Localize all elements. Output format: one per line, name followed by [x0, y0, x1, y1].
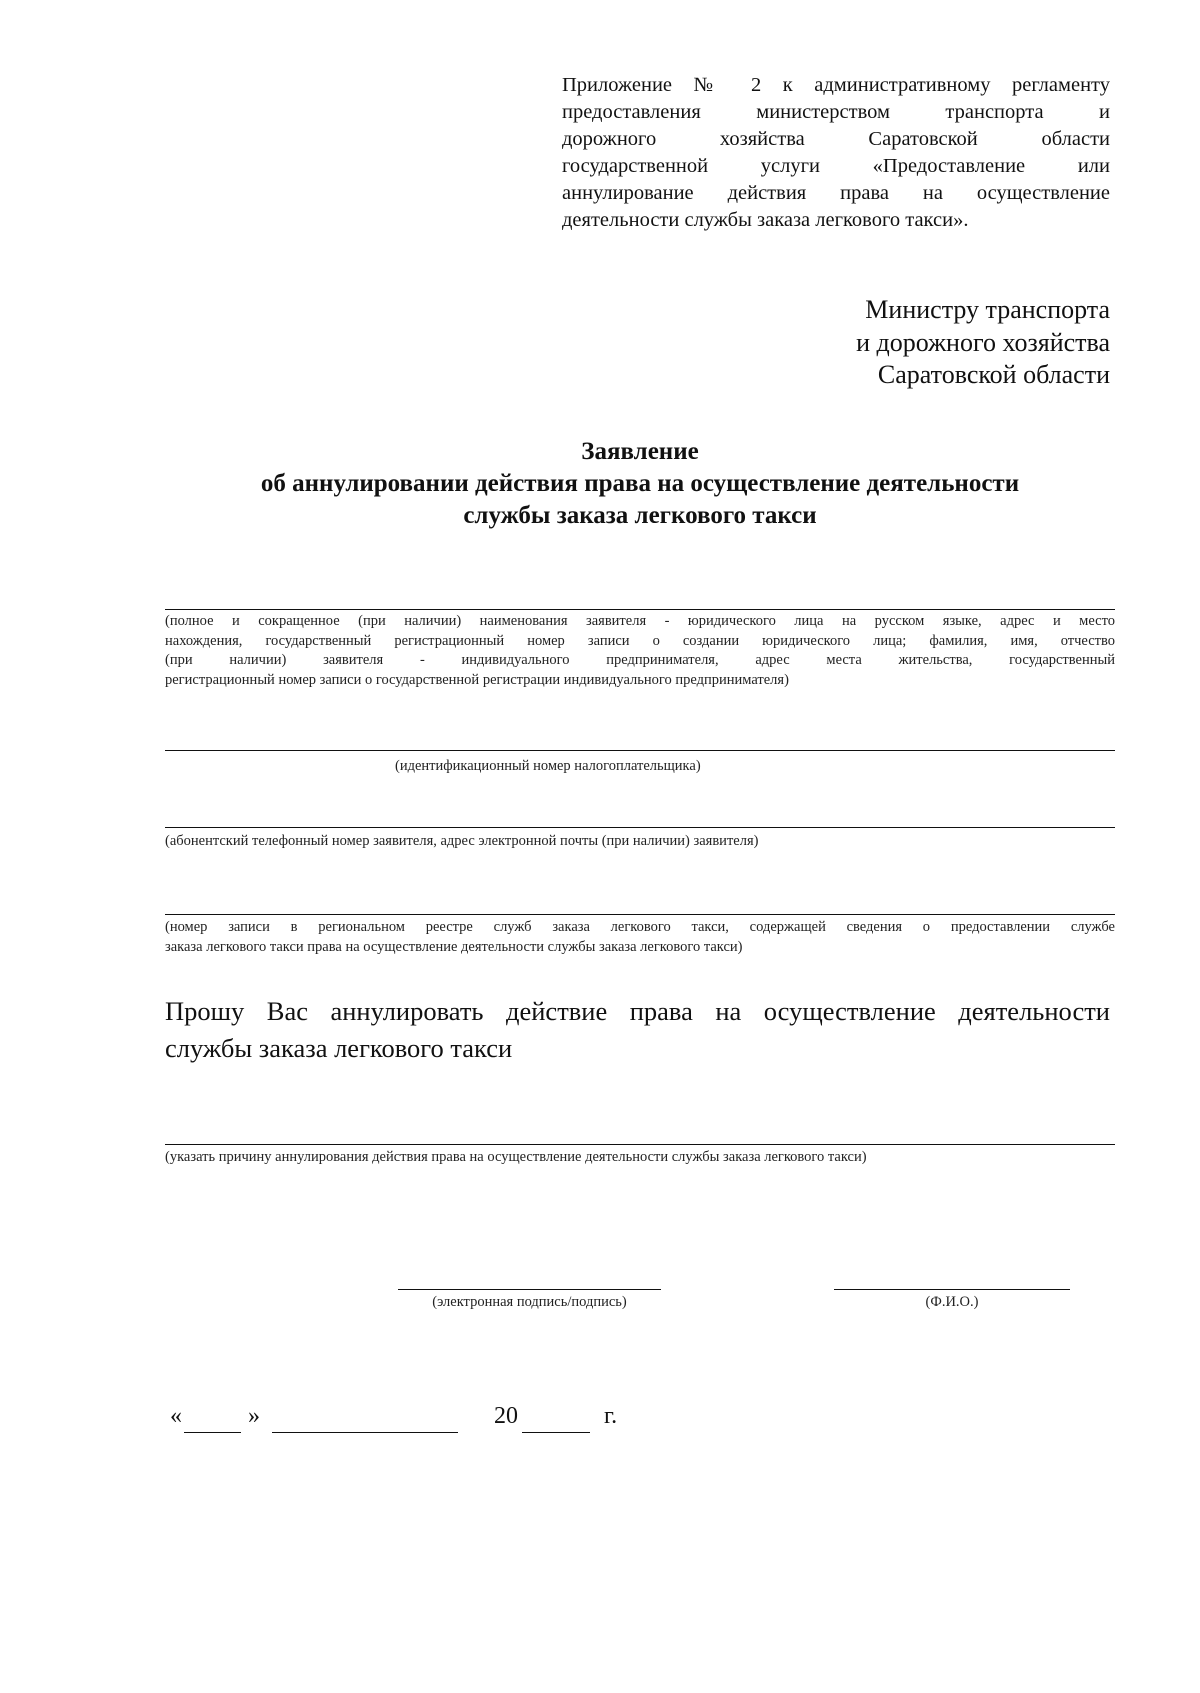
- addressee-line: и дорожного хозяйства: [856, 327, 1110, 357]
- addressee-line: Саратовской области: [877, 360, 1110, 389]
- request-text: [165, 993, 1110, 1067]
- inn-caption: (идентификационный номер налогоплательщика): [395, 758, 701, 774]
- date-close-quote: »: [248, 1403, 260, 1429]
- date-month-line[interactable]: [272, 1432, 458, 1433]
- date-day-line[interactable]: [184, 1432, 241, 1433]
- caption-line: (номер записи в региональном реестре служб заказа легкового такси, содержащей сведения о предоставлении службе: [165, 919, 1115, 935]
- date-open-quote: «: [170, 1403, 182, 1429]
- applicant-caption: [165, 612, 1115, 690]
- title-line-1: Заявление: [581, 438, 699, 465]
- appendix-line: аннулирование действия права на осуществление: [562, 182, 1110, 204]
- caption-line: регистрационный номер записи о государственной регистрации индивидуального предпринимателя): [165, 671, 789, 688]
- appendix-line: дорожного хозяйства Саратовской области: [562, 128, 1110, 150]
- appendix-line: Приложение № 2 к административному регламенту: [562, 74, 1110, 96]
- registry-caption: [165, 918, 1115, 957]
- addressee-line: Министру транспорта: [865, 295, 1110, 324]
- document-title: [140, 436, 1140, 532]
- title-line-3: службы заказа легкового такси: [463, 502, 817, 529]
- fio-caption: (Ф.И.О.): [925, 1294, 979, 1310]
- reason-input-line[interactable]: [165, 1144, 1115, 1145]
- date-century: 20: [494, 1403, 518, 1429]
- caption-line: (полное и сокращенное (при наличии) наименования заявителя - юридического лица на русском языке, адрес и место: [165, 613, 1115, 629]
- contacts-caption: (абонентский телефонный номер заявителя, адрес электронной почты (при наличии) заявителя): [165, 833, 759, 849]
- caption-line: (при наличии) заявителя - индивидуального предпринимателя, адрес места жительства, государственный: [165, 652, 1115, 668]
- date-year-suffix: г.: [604, 1403, 618, 1429]
- caption-line: заказа легкового такси права на осуществление деятельности службы заказа легкового такси): [165, 938, 743, 955]
- addressee: [750, 294, 1110, 392]
- request-line: службы заказа легкового такси: [165, 1033, 513, 1063]
- appendix-line: предоставления министерством транспорта и: [562, 101, 1110, 123]
- caption-line: нахождения, государственный регистрационный номер записи о создании юридического лица; фамилия, имя, отчество: [165, 632, 1115, 649]
- title-line-2: об аннулировании действия права на осуществление деятельности: [260, 470, 1020, 497]
- date-year-line[interactable]: [522, 1432, 590, 1433]
- fio-input-line[interactable]: [834, 1289, 1070, 1290]
- signature-caption: (электронная подпись/подпись): [432, 1294, 627, 1310]
- inn-input-line[interactable]: [165, 750, 1115, 751]
- reason-caption: (указать причину аннулирования действия права на осуществление деятельности службы заказа легкового такси): [165, 1149, 867, 1165]
- appendix-line: деятельности службы заказа легкового такси».: [562, 209, 969, 231]
- appendix-note: [562, 72, 1110, 234]
- appendix-line: государственной услуги «Предоставление или: [562, 155, 1110, 177]
- registry-input-line[interactable]: [165, 914, 1115, 915]
- contacts-input-line[interactable]: [165, 827, 1115, 828]
- applicant-input-line[interactable]: [165, 609, 1115, 610]
- signature-input-line[interactable]: [398, 1289, 661, 1290]
- request-line: Прошу Вас аннулировать действие права на осуществление деятельности: [165, 996, 1110, 1026]
